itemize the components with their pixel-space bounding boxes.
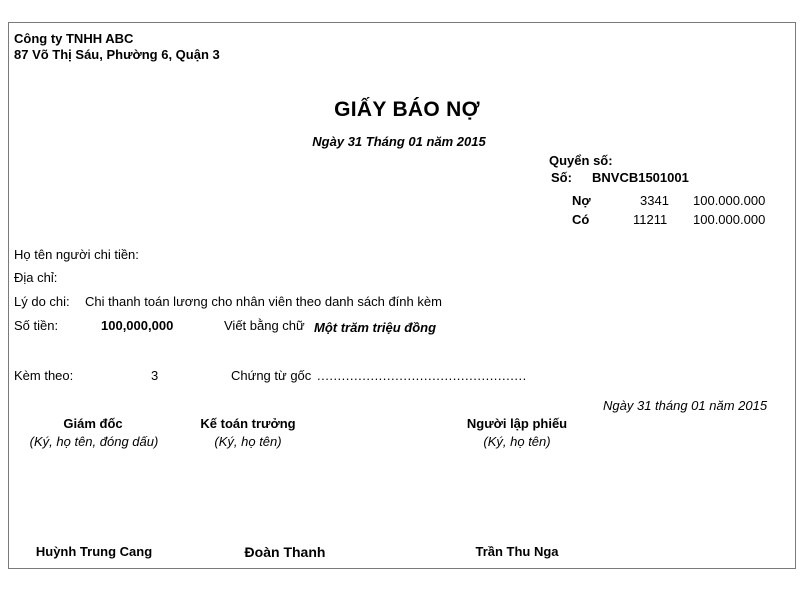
reason-value: Chi thanh toán lương cho nhân viên theo danh sách đính kèm — [85, 294, 442, 309]
signature-name-director: Huỳnh Trung Cang — [35, 544, 153, 559]
company-name: Công ty TNHH ABC — [14, 31, 134, 46]
reason-label: Lý do chi: — [14, 294, 70, 309]
entry-debit-account: 3341 — [640, 193, 669, 208]
amount-label: Số tiền: — [14, 318, 59, 333]
signature-note-director: (Ký, họ tên, đóng dấu) — [29, 434, 159, 449]
company-address: 87 Võ Thị Sáu, Phường 6, Quận 3 — [14, 47, 220, 62]
book-label: Quyển số: — [549, 153, 613, 168]
signature-role-chief-accountant: Kế toán trưởng — [200, 416, 296, 431]
attach-value: 3 — [151, 368, 159, 383]
address-label: Địa chỉ: — [14, 270, 58, 285]
signature-note-preparer: (Ký, họ tên) — [483, 434, 551, 449]
entry-debit-amount: 100.000.000 — [693, 193, 766, 208]
entry-debit-side: Nợ — [572, 193, 591, 208]
document-title: GIẤY BÁO NỢ — [334, 98, 480, 121]
sign-date: Ngày 31 tháng 01 năm 2015 — [603, 398, 768, 413]
signature-role-director: Giám đốc — [63, 416, 123, 431]
amount-words-value: Một trăm triệu đồng — [314, 320, 437, 335]
entry-credit-account: 11211 — [633, 212, 668, 227]
document-date: Ngày 31 Tháng 01 năm 2015 — [312, 134, 486, 149]
signature-role-preparer: Người lập phiếu — [466, 416, 568, 431]
entry-credit-amount: 100.000.000 — [693, 212, 766, 227]
original-doc-label: Chứng từ gốc — [231, 368, 312, 383]
number-label: Số: — [551, 170, 572, 185]
amount-value: 100,000,000 — [101, 318, 174, 333]
entry-credit-side: Có — [572, 212, 590, 227]
payer-label: Họ tên người chi tiền: — [14, 247, 139, 262]
signature-note-chief-accountant: (Ký, họ tên) — [214, 434, 282, 449]
attach-label: Kèm theo: — [14, 368, 74, 383]
signature-name-chief-accountant: Đoàn Thanh — [244, 544, 326, 560]
signature-name-preparer: Trần Thu Nga — [475, 544, 559, 559]
original-doc-dots: ................................................... — [317, 368, 527, 383]
amount-words-label: Viết bằng chữ — [224, 318, 305, 333]
number-value: BNVCB1501001 — [592, 170, 689, 185]
